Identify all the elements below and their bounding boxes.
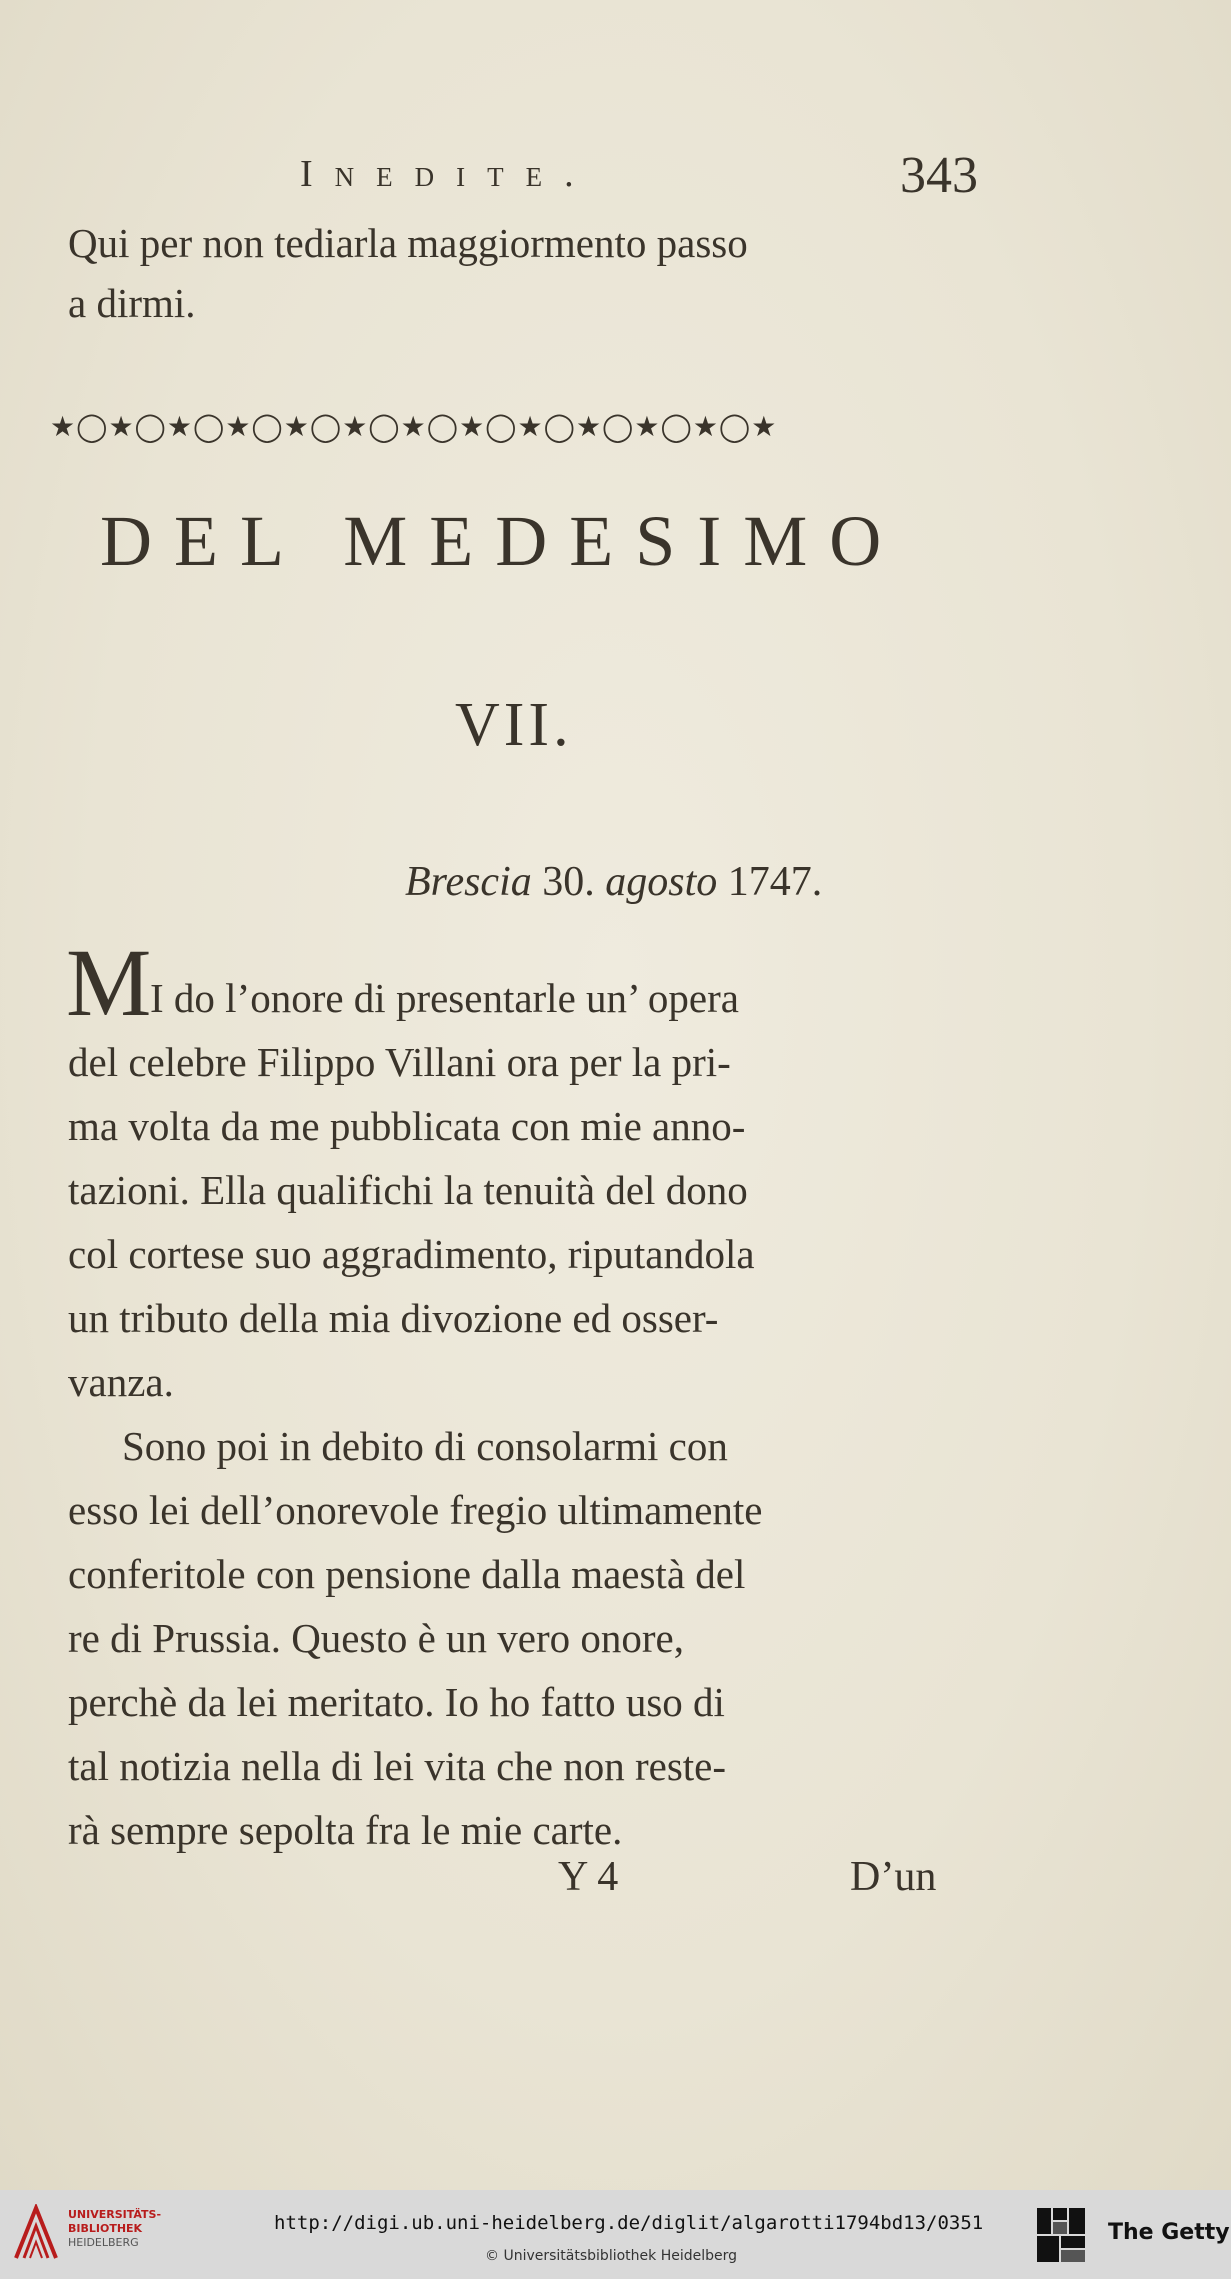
text-line: col cortese suo aggradimento, riputandola	[68, 1231, 755, 1277]
text-line: I do l’onore di presentarle un’ opera	[150, 975, 739, 1021]
university-library-logo-icon	[12, 2204, 60, 2262]
text-line: tal notizia nella di lei vita che non reste-	[68, 1743, 727, 1789]
library-name-line: BIBLIOTHEK	[68, 2222, 143, 2235]
text-line: conferitole con pensione dalla maestà del	[68, 1551, 746, 1597]
permalink-url[interactable]: http://digi.ub.uni-heidelberg.de/diglit/algarotti1794bd13/0351	[274, 2212, 984, 2234]
partner-name: The Getty	[1108, 2220, 1230, 2245]
running-head-title: Inedite.	[300, 153, 596, 195]
copyright-notice: © Universitätsbibliothek Heidelberg	[485, 2248, 738, 2264]
text-line: a dirmi.	[68, 280, 196, 326]
text-line: esso lei dell’onorevole fregio ultimamente	[68, 1487, 763, 1533]
text-line: vanza.	[68, 1359, 174, 1405]
dateline-place: Brescia	[405, 859, 532, 905]
dateline	[405, 858, 822, 906]
library-name-line: HEIDELBERG	[68, 2236, 139, 2249]
text-line: Qui per non tediarla maggiormento passo	[68, 220, 748, 266]
running-head	[0, 147, 1231, 204]
page-number: 343	[900, 147, 978, 204]
text-line: tazioni. Ella qualifichi la tenuità del dono	[68, 1167, 748, 1213]
dateline-year: 1747.	[727, 859, 823, 905]
library-name-line: UNIVERSITÄTS-	[68, 2208, 162, 2221]
text-line: Sono poi in debito di consolarmi con	[122, 1423, 728, 1469]
text-line: rà sempre sepolta fra le mie carte.	[68, 1807, 623, 1853]
getty-logo-icon	[1035, 2206, 1087, 2264]
catchword: D’un	[850, 1854, 937, 1900]
text-line: ma volta da me pubblicata con mie anno-	[68, 1103, 746, 1149]
text-line: perchè da lei meritato. Io ho fatto uso di	[68, 1679, 725, 1725]
text-line: un tributo della mia divozione ed osser-	[68, 1295, 719, 1341]
viewer-footer	[0, 2190, 1231, 2279]
dateline-month: agosto	[605, 859, 718, 905]
ornamental-divider: ★◯★◯★◯★◯★◯★◯★◯★◯★◯★◯★◯★◯★	[50, 410, 778, 443]
drop-cap: M	[66, 929, 152, 1036]
letter-number: VII.	[455, 691, 573, 759]
text-line: del celebre Filippo Villani ora per la pri-	[68, 1039, 731, 1085]
signature-mark: Y 4	[558, 1854, 619, 1900]
text-line: re di Prussia. Questo è un vero onore,	[68, 1615, 685, 1661]
library-name	[68, 2208, 161, 2250]
section-heading: DEL MEDESIMO	[100, 501, 904, 581]
dateline-day: 30.	[542, 859, 595, 905]
